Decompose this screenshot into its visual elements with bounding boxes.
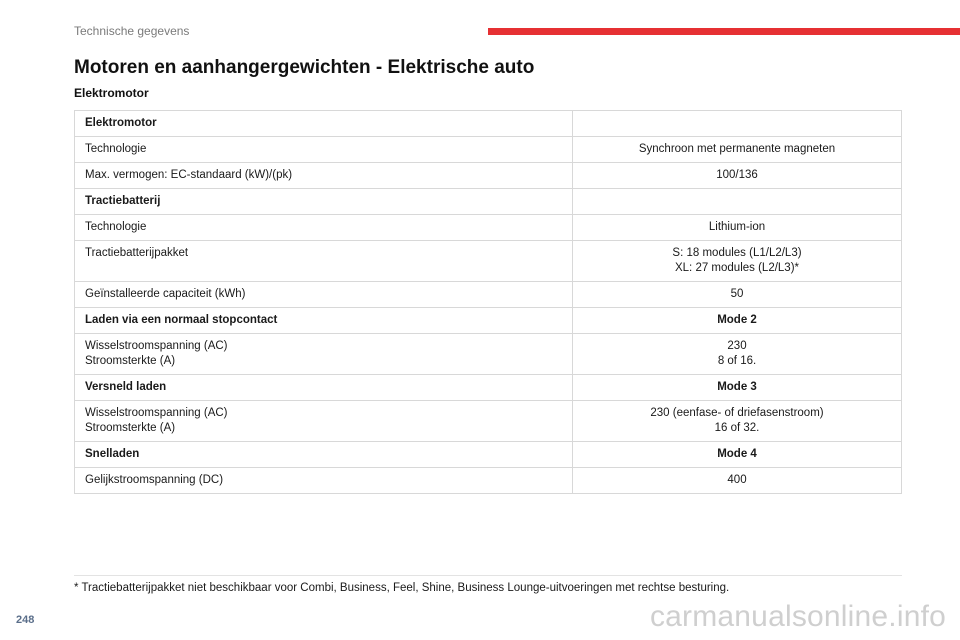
table-cell-label (75, 189, 573, 215)
page-number: 248 (16, 614, 35, 626)
table-cell-value (573, 468, 902, 494)
footnote-divider (74, 575, 902, 576)
table-cell-label (75, 375, 573, 401)
cell-value-line: 8 of 16. (717, 355, 757, 367)
cell-value-line: Synchroon met permanente magneten (638, 143, 836, 155)
table-row (75, 401, 902, 442)
table-cell-label (75, 241, 573, 282)
cell-value-line: 100/136 (716, 169, 758, 181)
cell-label-line: Stroomsterkte (A) (85, 355, 176, 367)
cell-label-line: Elektromotor (85, 117, 157, 129)
table-cell-label (75, 468, 573, 494)
cell-label-line: Technologie (85, 221, 147, 233)
table-row (75, 163, 902, 189)
cell-value-line: S: 18 modules (L1/L2/L3) (672, 247, 802, 259)
cell-value-line: 230 (727, 340, 747, 352)
cell-value-line: 16 of 32. (714, 422, 760, 434)
table-cell-value (573, 137, 902, 163)
cell-value-line: 50 (730, 288, 744, 300)
table-cell-label (75, 137, 573, 163)
table-cell-value (573, 401, 902, 442)
cell-value-line: 400 (727, 474, 747, 486)
cell-label-line: Geïnstalleerde capaciteit (kWh) (85, 288, 246, 300)
table-cell-label (75, 282, 573, 308)
page-title: Motoren en aanhangergewichten - Elektrische auto (74, 57, 535, 78)
cell-value-line: Lithium-ion (708, 221, 766, 233)
cell-value-line: XL: 27 modules (L2/L3)* (674, 262, 800, 274)
cell-value-line: Mode 3 (717, 381, 757, 393)
cell-label-line: Technologie (85, 143, 147, 155)
cell-label-line: Stroomsterkte (A) (85, 422, 176, 434)
table-cell-value (573, 241, 902, 282)
table-cell-label (75, 442, 573, 468)
header-accent-bar (488, 28, 960, 35)
table-section-row (75, 308, 902, 334)
table-cell-label (75, 215, 573, 241)
section-label: Technische gegevens (74, 24, 190, 38)
table-cell-value (573, 163, 902, 189)
cell-value-line: Mode 4 (717, 448, 757, 460)
cell-label-line: Wisselstroomspanning (AC) (85, 340, 228, 352)
table-cell-label (75, 401, 573, 442)
table-cell-value (573, 442, 902, 468)
table-cell-value (573, 111, 902, 137)
cell-label-line: Max. vermogen: EC-standaard (kW)/(pk) (85, 169, 293, 181)
table-cell-value (573, 189, 902, 215)
cell-label-line: Laden via een normaal stopcontact (85, 314, 278, 326)
cell-label-line: Tractiebatterijpakket (85, 247, 189, 259)
table-cell-value (573, 282, 902, 308)
cell-value-line: Mode 2 (717, 314, 757, 326)
table-cell-label (75, 163, 573, 189)
table-cell-label (75, 111, 573, 137)
cell-value-line: 230 (eenfase- of driefasenstroom) (650, 407, 824, 419)
footnote: * Tractiebatterijpakket niet beschikbaar voor Combi, Business, Feel, Shine, Business Lounge-uitvoeringen met rechtse besturing. (74, 582, 730, 594)
section-subtitle: Elektromotor (74, 86, 149, 100)
cell-label-line: Tractiebatterij (85, 195, 161, 207)
watermark: carmanualsonline.info (649, 600, 946, 633)
cell-label-line: Wisselstroomspanning (AC) (85, 407, 228, 419)
table-row (75, 468, 902, 494)
table-section-row (75, 189, 902, 215)
cell-label-line: Gelijkstroomspanning (DC) (85, 474, 224, 486)
table-row (75, 334, 902, 375)
table-section-row (75, 111, 902, 137)
table-cell-label (75, 308, 573, 334)
table-cell-value (573, 334, 902, 375)
table-row (75, 215, 902, 241)
cell-label-line: Snelladen (85, 448, 140, 460)
table-section-row (75, 375, 902, 401)
table-row (75, 137, 902, 163)
cell-label-line: Versneld laden (85, 381, 167, 393)
table-cell-value (573, 308, 902, 334)
table-row (75, 282, 902, 308)
table-cell-label (75, 334, 573, 375)
table-cell-value (573, 215, 902, 241)
table-cell-value (573, 375, 902, 401)
spec-table-body (75, 111, 902, 494)
table-section-row (75, 442, 902, 468)
table-row (75, 241, 902, 282)
spec-table (74, 110, 902, 494)
